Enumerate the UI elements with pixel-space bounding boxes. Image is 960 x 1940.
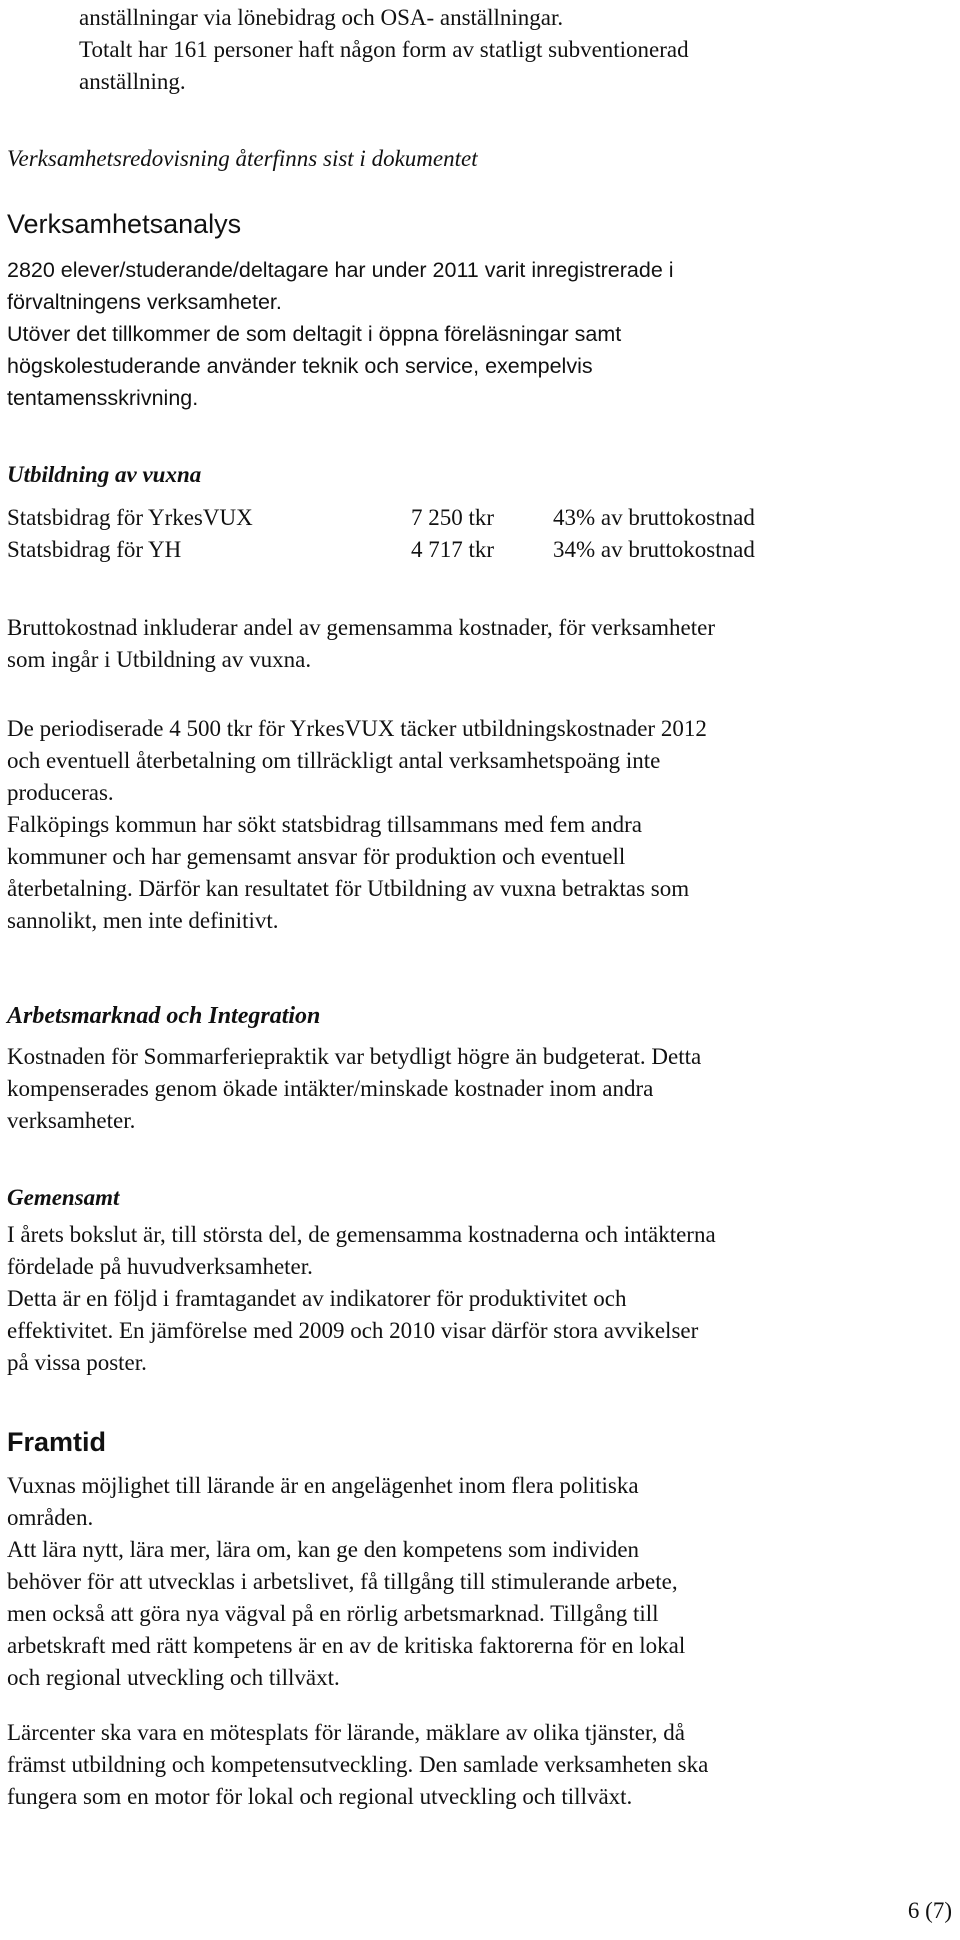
- paragraph-line: men också att göra nya vägval på en rörlig arbetsmarknad. Tillgång till: [7, 1601, 659, 1626]
- paragraph-line: och regional utveckling och tillväxt.: [7, 1665, 340, 1690]
- paragraph-line: I årets bokslut är, till största del, de gemensamma kostnaderna och intäkterna: [7, 1222, 716, 1247]
- grant-share: 43% av bruttokostnad: [553, 505, 755, 530]
- paragraph-line: effektivitet. En jämförelse med 2009 och 2010 visar därför stora avvikelser: [7, 1318, 699, 1343]
- grant-row: [7, 534, 907, 566]
- paragraph-line: Falköpings kommun har sökt statsbidrag tillsammans med fem andra: [7, 812, 642, 837]
- analysis-paragraph: [7, 254, 674, 414]
- paragraph-line: Bruttokostnad inkluderar andel av gemensamma kostnader, för verksamheter: [7, 615, 716, 640]
- analysis-line: förvaltningens verksamheter.: [7, 290, 282, 314]
- grant-row: [7, 502, 907, 534]
- intro-paragraph: [79, 2, 689, 98]
- paragraph-line: Att lära nytt, lära mer, lära om, kan ge den kompetens som individen: [7, 1537, 640, 1562]
- grant-table: [7, 502, 907, 566]
- page-number: 6 (7): [907, 1898, 952, 1923]
- paragraph-line: Detta är en följd i framtagandet av indikatorer för produktivitet och: [7, 1286, 627, 1311]
- grant-amount: 7 250 tkr: [411, 505, 495, 530]
- section-heading-labour-market: Arbetsmarknad och Integration: [7, 1003, 321, 1029]
- report-note: [7, 143, 478, 175]
- grant-share: 34% av bruttokostnad: [553, 537, 755, 562]
- paragraph-line: De periodiserade 4 500 tkr för YrkesVUX täcker utbildningskostnader 2012: [7, 716, 707, 741]
- paragraph-line: kompenserades genom ökade intäkter/minskade kostnader inom andra: [7, 1076, 654, 1101]
- paragraph-line: arbetskraft med rätt kompetens är en av de kritiska faktorerna för en lokal: [7, 1633, 686, 1658]
- paragraph-line: Kostnaden för Sommarferiepraktik var betydligt högre än budgeterat. Detta: [7, 1044, 702, 1069]
- paragraph-line: kommuner och har gemensamt ansvar för produktion och eventuell: [7, 844, 626, 869]
- paragraph-line: produceras.: [7, 780, 114, 805]
- paragraph-line: verksamheter.: [7, 1108, 136, 1133]
- paragraph-line: fungera som en motor för lokal och regional utveckling och tillväxt.: [7, 1784, 633, 1809]
- paragraph-line: sannolikt, men inte definitivt.: [7, 908, 279, 933]
- paragraph-line: behöver för att utvecklas i arbetslivet, få tillgång till stimulerande arbete,: [7, 1569, 678, 1594]
- paragraph-line: och eventuell återbetalning om tillräckligt antal verksamhetspoäng inte: [7, 748, 661, 773]
- paragraph-line: Vuxnas möjlighet till lärande är en angelägenhet inom flera politiska: [7, 1473, 639, 1498]
- section-heading-common: Gemensamt: [7, 1185, 120, 1210]
- analysis-line: högskolestuderande använder teknik och service, exempelvis: [7, 354, 593, 378]
- paragraph-line: på vissa poster.: [7, 1350, 147, 1375]
- adult-education-paragraph: [7, 612, 715, 676]
- intro-line: anställningar via lönebidrag och OSA- anställningar.: [79, 5, 564, 30]
- common-paragraph: [7, 1219, 716, 1379]
- analysis-line: tentamensskrivning.: [7, 386, 199, 410]
- intro-line: anställning.: [79, 69, 186, 94]
- paragraph-line: återbetalning. Därför kan resultatet för Utbildning av vuxna betraktas som: [7, 876, 690, 901]
- report-note-text: Verksamhetsredovisning återfinns sist i dokumentet: [7, 146, 478, 171]
- paragraph-line: fördelade på huvudverksamheter.: [7, 1254, 313, 1279]
- grant-amount: 4 717 tkr: [411, 537, 495, 562]
- paragraph-line: Lärcenter ska vara en mötesplats för lärande, mäklare av olika tjänster, då: [7, 1720, 685, 1745]
- grant-label: Statsbidrag för YH: [7, 537, 182, 562]
- analysis-line: Utöver det tillkommer de som deltagit i öppna föreläsningar samt: [7, 322, 622, 346]
- section-heading-future: Framtid: [7, 1427, 107, 1457]
- section-heading-adult-education: Utbildning av vuxna: [7, 462, 202, 487]
- future-paragraph: [7, 1717, 708, 1813]
- labour-market-paragraph: [7, 1041, 701, 1137]
- future-paragraph: [7, 1470, 685, 1694]
- paragraph-line: främst utbildning och kompetensutveckling. Den samlade verksamheten ska: [7, 1752, 709, 1777]
- analysis-line: 2820 elever/studerande/deltagare har under 2011 varit inregistrerade i: [7, 258, 674, 282]
- adult-education-paragraph: [7, 713, 707, 937]
- section-heading-analysis: Verksamhetsanalys: [7, 209, 242, 239]
- grant-label: Statsbidrag för YrkesVUX: [7, 505, 253, 530]
- intro-line: Totalt har 161 personer haft någon form av statligt subventionerad: [79, 37, 689, 62]
- paragraph-line: som ingår i Utbildning av vuxna.: [7, 647, 312, 672]
- paragraph-line: områden.: [7, 1505, 94, 1530]
